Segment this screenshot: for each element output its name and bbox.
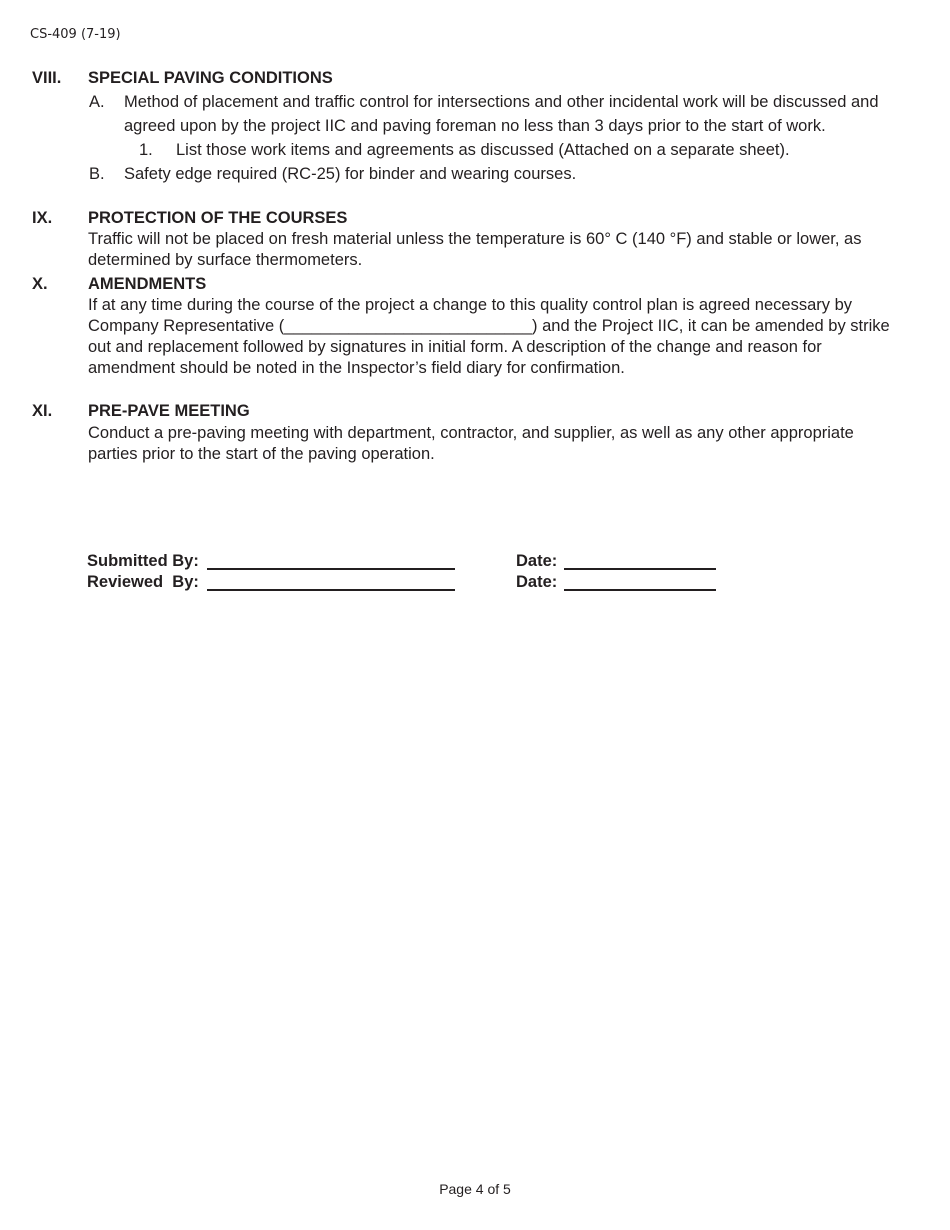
submitted-date-field[interactable] — [564, 552, 716, 570]
paragraph-line: parties prior to the start of the paving operation. — [88, 445, 435, 463]
item-text-line: Method of placement and traffic control for intersections and other incidental work will be discussed and — [124, 93, 879, 111]
section-number: X. — [32, 275, 48, 293]
reviewed-by-signature-field[interactable] — [207, 573, 455, 591]
item-marker: A. — [89, 93, 105, 111]
paragraph-line: If at any time during the course of the project a change to this quality control plan is agreed necessary by — [88, 296, 853, 314]
section-title: PROTECTION OF THE COURSES — [88, 209, 348, 227]
item-text: Safety edge required (RC-25) for binder and wearing courses. — [124, 165, 577, 183]
paragraph-line: determined by surface thermometers. — [88, 251, 363, 269]
section-number: IX. — [32, 209, 53, 227]
paragraph-line: Conduct a pre-paving meeting with department, contractor, and supplier, as well as any other appropriate — [88, 424, 854, 442]
submitted-by-signature-field[interactable] — [207, 552, 455, 570]
paragraph-line: out and replacement followed by signatures in initial form. A description of the change and reason for — [88, 338, 822, 356]
submitted-by-label: Submitted By: — [87, 552, 199, 570]
page-number: Page 4 of 5 — [439, 1181, 511, 1197]
item-marker: B. — [89, 165, 105, 183]
section-title: AMENDMENTS — [88, 275, 207, 293]
section-title: SPECIAL PAVING CONDITIONS — [88, 69, 333, 87]
item-text: List those work items and agreements as discussed (Attached on a separate sheet). — [176, 141, 790, 159]
reviewed-date-field[interactable] — [564, 573, 716, 591]
reviewed-date-label: Date: — [516, 573, 558, 591]
reviewed-by-row — [0, 572, 950, 594]
submitted-by-row — [0, 551, 950, 573]
submitted-date-label: Date: — [516, 552, 558, 570]
paragraph-line: Traffic will not be placed on fresh material unless the temperature is 60° C (140 °F) and stable or lower, as — [88, 230, 862, 248]
section-title: PRE-PAVE MEETING — [88, 402, 250, 420]
paragraph-line: amendment should be noted in the Inspector’s field diary for confirmation. — [88, 359, 625, 377]
reviewed-by-label: Reviewed By: — [87, 573, 199, 591]
item-marker: 1. — [139, 141, 153, 159]
item-text-line: agreed upon by the project IIC and paving foreman no less than 3 days prior to the start of work. — [124, 117, 826, 135]
section-number: XI. — [32, 402, 53, 420]
section-number: VIII. — [32, 69, 62, 87]
paragraph-line: Company Representative (___________________________) and the Project IIC, it can be amended by strike — [88, 317, 890, 335]
form-id: CS-409 (7-19) — [30, 27, 121, 42]
